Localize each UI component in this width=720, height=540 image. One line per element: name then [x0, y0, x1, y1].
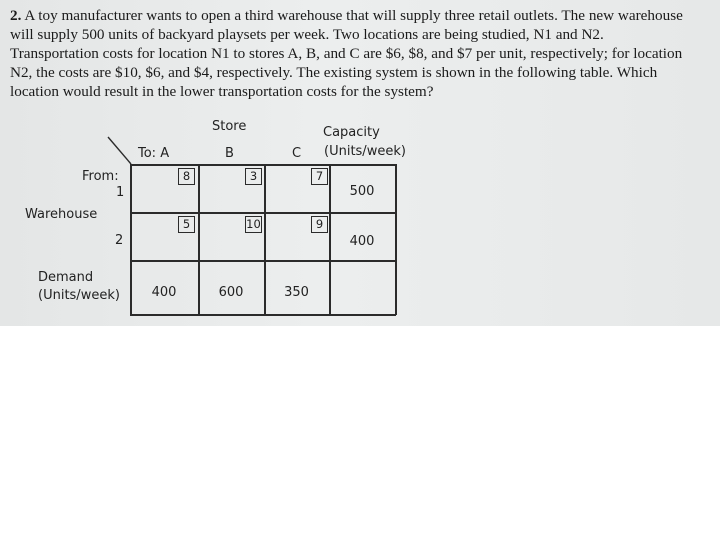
- capacity-header: Capacity: [323, 125, 380, 140]
- demand-units-label: (Units/week): [38, 288, 120, 303]
- demand-label: Demand: [38, 270, 94, 285]
- store-header: Store: [212, 119, 247, 134]
- capacity-row-1: 500: [349, 184, 375, 199]
- column-c-header: C: [292, 146, 302, 161]
- cost-n2-c: 9: [311, 216, 328, 233]
- cost-n1-b: 3: [245, 168, 262, 185]
- column-a-header: To: A: [138, 146, 170, 161]
- capacity-row-2: 400: [349, 234, 375, 249]
- cost-n2-b: 10: [246, 217, 261, 231]
- grid-line: [130, 164, 396, 166]
- cost-n2-a: 5: [178, 216, 195, 233]
- grid-line: [130, 260, 396, 262]
- row-1-label: 1: [116, 185, 125, 200]
- demand-a: 400: [151, 285, 177, 300]
- cost-n1-c: 7: [311, 168, 328, 185]
- row-2-label: 2: [115, 233, 124, 248]
- problem-number: 2.: [10, 7, 22, 24]
- demand-b: 600: [218, 285, 244, 300]
- grid-line: [130, 212, 396, 214]
- grid-line: [395, 164, 397, 315]
- column-b-header: B: [225, 146, 234, 161]
- from-label: From:: [82, 169, 119, 184]
- demand-c: 350: [284, 285, 309, 300]
- cost-n1-a: 8: [178, 168, 195, 185]
- capacity-units-header: (Units/week): [324, 144, 406, 159]
- problem-body: A toy manufacturer wants to open a third warehouse that will supply three retail outlets. The new warehouse will supply 500 units of backyard playsets per week. Two locations are being studied, N1 and N2. Transportation costs for location N1 to stores A, B, and C are $6, $8, and $7 per unit, respectively; for location N2, the costs are $10, $6, and $4, respectively. The existing system is shown in the following table. Which location would result in the lower transportation costs for the system?: [10, 7, 683, 100]
- warehouse-label: Warehouse: [25, 207, 98, 222]
- grid-line: [130, 314, 396, 316]
